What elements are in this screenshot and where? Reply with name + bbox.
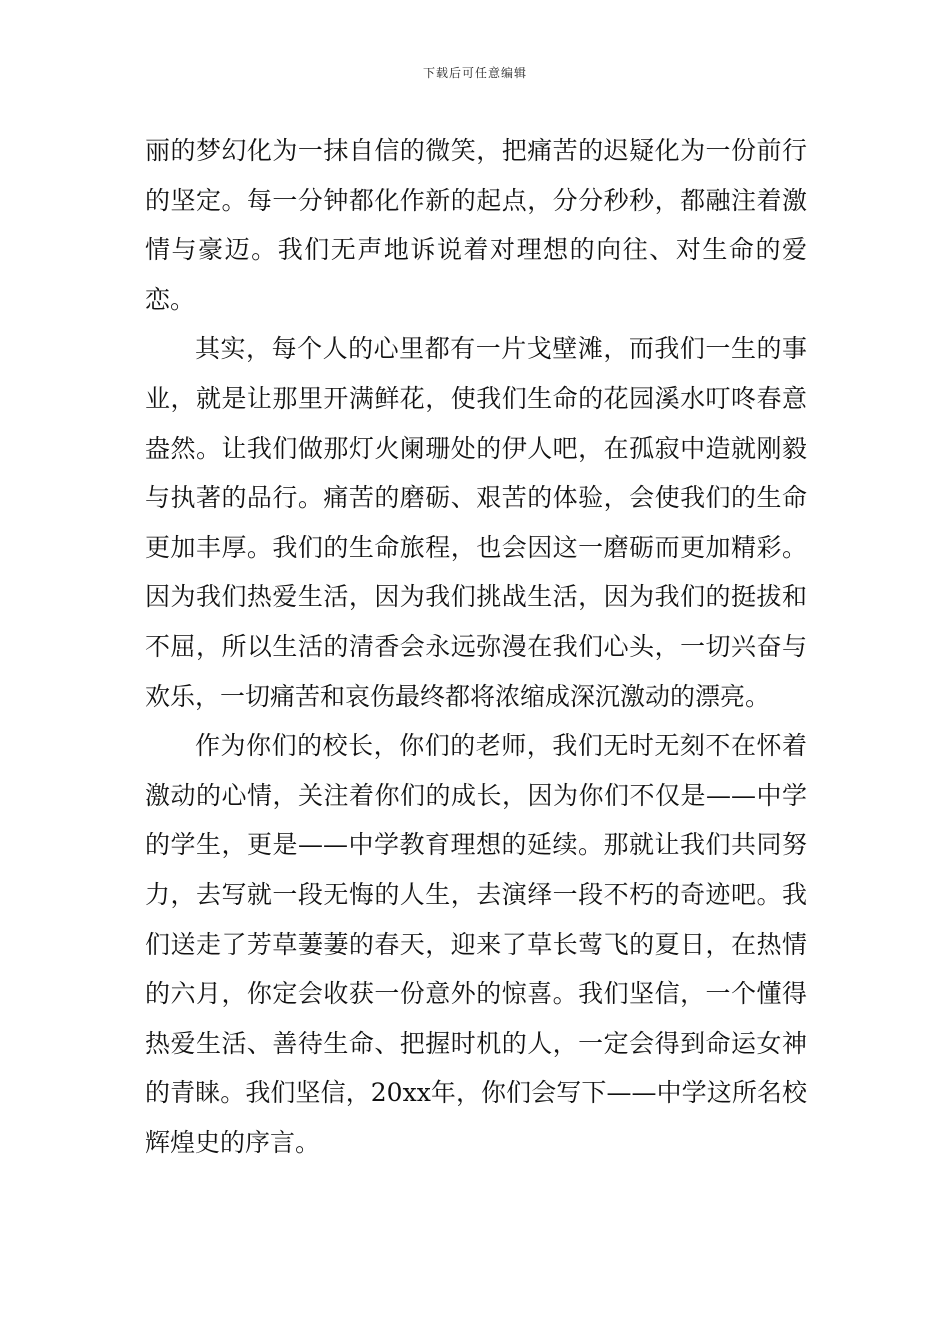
- page-header: 下载后可任意编辑: [422, 66, 527, 80]
- paragraph-2: 其实，每个人的心里都有一片戈壁滩，而我们一生的事业，就是让那里开满鲜花，使我们生命的花园溪水叮咚春意盎然。让我们做那灯火阑珊处的伊人吧，在孤寂中造就刚毅与执著的品行。痛苦的磨砺、艰苦的体验，会使我们的生命更加丰厚。我们的生命旅程，也会因这一磨砺而更加精彩。因为我们热爱生活，因为我们挑战生活，因为我们的挺拔和不屈，所以生活的清香会永远弥漫在我们心头，一切兴奋与欢乐，一切痛苦和哀伤最终都将浓缩成深沉激动的漂亮。: [145, 334, 807, 711]
- paragraph-1: 丽的梦幻化为一抹自信的微笑，把痛苦的迟疑化为一份前行的坚定。每一分钟都化作新的起点，分分秒秒，都融注着激情与豪迈。我们无声地诉说着对理想的向往、对生命的爱恋。: [145, 136, 807, 314]
- paragraph-3: 作为你们的校长，你们的老师，我们无时无刻不在怀着激动的心情，关注着你们的成长，因为你们不仅是——中学的学生，更是——中学教育理想的延续。那就让我们共同努力，去写就一段无悔的人生，去演绎一段不朽的奇迹吧。我们送走了芳草萋萋的春天，迎来了草长莺飞的夏日，在热情的六月，你定会收获一份意外的惊喜。我们坚信，一个懂得热爱生活、善待生命、把握时机的人，一定会得到命运女神的青睐。我们坚信，20xx年，你们会写下——中学这所名校辉煌史的序言。: [145, 731, 807, 1157]
- document-body: [145, 126, 807, 1167]
